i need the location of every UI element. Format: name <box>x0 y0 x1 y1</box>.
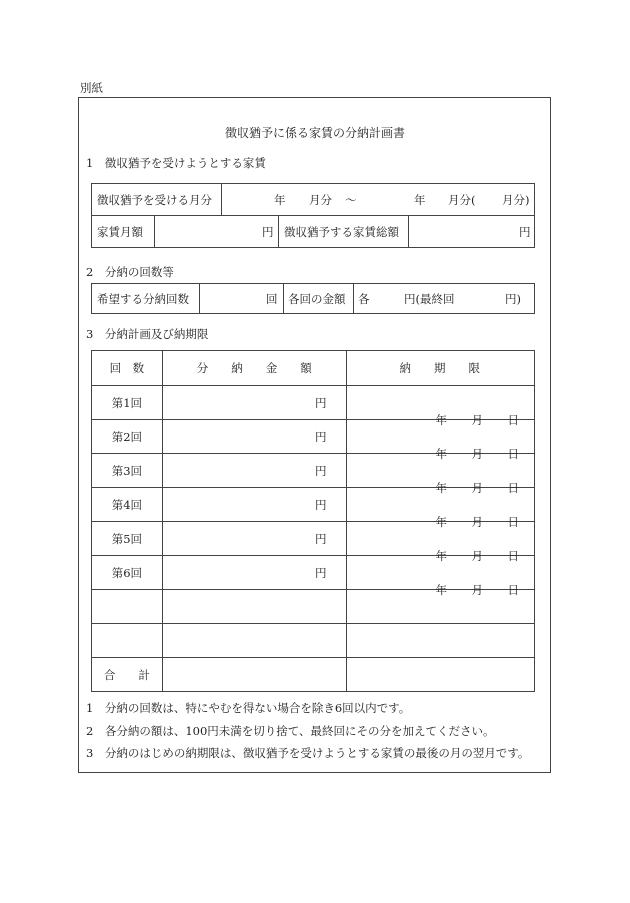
annex-label: 別紙 <box>80 81 103 95</box>
period-start-year: 年 <box>274 193 286 207</box>
final-installment-yen: 円) <box>505 292 521 306</box>
installment-count-unit: 回 <box>266 292 278 306</box>
table-row <box>92 386 535 420</box>
note-2: 2 各分納の額は、100円未満を切り捨て、最終回にその分を加えてください。 <box>86 724 495 738</box>
amount-cell: 円 <box>162 454 347 488</box>
table-row <box>92 624 535 658</box>
section2-vline-c <box>353 283 354 314</box>
col-header-deadline: 納 期 限 <box>347 351 535 386</box>
count-cell: 第2回 <box>92 420 163 454</box>
each-prefix: 各 <box>358 292 370 306</box>
count-cell: 第1回 <box>92 386 163 420</box>
section1-vline-b <box>154 215 155 248</box>
deadline-year: 年 <box>435 446 447 461</box>
deadline-day: 日 <box>507 548 519 563</box>
table-row <box>92 454 535 488</box>
period-end-month: 月分( <box>448 193 476 207</box>
installment-count-label: 希望する分納回数 <box>97 292 189 306</box>
section2-heading: 2 分納の回数等 <box>86 265 174 279</box>
deadline-month: 月 <box>471 548 483 563</box>
count-cell: 第5回 <box>92 522 163 556</box>
monthly-rent-label: 家賃月額 <box>97 225 143 239</box>
period-months-count: 月分) <box>502 193 530 207</box>
total-label: 合 計 <box>92 658 163 692</box>
section1-hline <box>91 215 535 216</box>
each-amount-label: 各回の金額 <box>288 292 346 306</box>
deadline-day: 日 <box>507 514 519 529</box>
table-row <box>92 420 535 454</box>
deadline-day: 日 <box>507 412 519 427</box>
deadline-day: 日 <box>507 446 519 461</box>
col-header-amount: 分 納 金 額 <box>162 351 347 386</box>
period-tilde: ～ <box>345 193 357 207</box>
amount-cell: 円 <box>162 386 347 420</box>
deadline-day: 日 <box>507 582 519 597</box>
note-3: 3 分納のはじめの納期限は、徴収猶予を受けようとする家賃の最後の月の翌月です。 <box>86 746 530 760</box>
period-end-year: 年 <box>414 193 426 207</box>
total-deadline-cell <box>347 658 535 692</box>
count-cell: 第4回 <box>92 488 163 522</box>
count-cell: 第3回 <box>92 454 163 488</box>
section2-vline-a <box>199 283 200 314</box>
deadline-cell <box>347 386 535 427</box>
total-amount-cell <box>162 658 347 692</box>
note-1: 1 分納の回数は、特にやむを得ない場合を除き6回以内です。 <box>86 701 411 715</box>
form-title: 徴収猶予に係る家賃の分納計画書 <box>224 126 405 140</box>
total-deferred-label: 徴収猶予する家賃総額 <box>284 225 399 239</box>
col-header-count: 回 数 <box>92 351 163 386</box>
deadline-year: 年 <box>435 582 447 597</box>
amount-cell: 円 <box>162 522 347 556</box>
period-label: 徴収猶予を受ける月分 <box>97 193 212 207</box>
section1-heading: 1 徴収猶予を受けようとする家賃 <box>86 156 266 170</box>
count-cell: 第6回 <box>92 556 163 590</box>
final-installment-label: 円(最終回 <box>404 292 455 306</box>
amount-cell <box>162 590 347 624</box>
deadline-day: 日 <box>507 480 519 495</box>
deadline-year: 年 <box>435 480 447 495</box>
deadline-year: 年 <box>435 514 447 529</box>
section1-vline-d <box>408 215 409 248</box>
amount-cell: 円 <box>162 488 347 522</box>
table-row <box>92 522 535 556</box>
table-row <box>92 556 535 590</box>
section1-vline-a <box>221 183 222 216</box>
deadline-year: 年 <box>435 548 447 563</box>
period-start-month: 月分 <box>309 193 332 207</box>
section3-heading: 3 分納計画及び納期限 <box>86 327 209 341</box>
deadline-month: 月 <box>471 480 483 495</box>
section1-vline-c <box>278 215 279 248</box>
total-deferred-yen: 円 <box>519 225 531 239</box>
table-row <box>92 590 535 624</box>
deadline-cell <box>347 624 535 658</box>
total-row <box>92 658 535 692</box>
count-cell <box>92 590 163 624</box>
section2-vline-b <box>283 283 284 314</box>
amount-cell: 円 <box>162 420 347 454</box>
monthly-rent-yen: 円 <box>262 225 274 239</box>
amount-cell <box>162 624 347 658</box>
table-header-row <box>92 351 535 386</box>
table-row <box>92 488 535 522</box>
installment-table <box>91 350 535 692</box>
deadline-month: 月 <box>471 412 483 427</box>
deadline-year: 年 <box>435 412 447 427</box>
count-cell <box>92 624 163 658</box>
deadline-month: 月 <box>471 446 483 461</box>
deadline-month: 月 <box>471 514 483 529</box>
deadline-month: 月 <box>471 582 483 597</box>
amount-cell: 円 <box>162 556 347 590</box>
